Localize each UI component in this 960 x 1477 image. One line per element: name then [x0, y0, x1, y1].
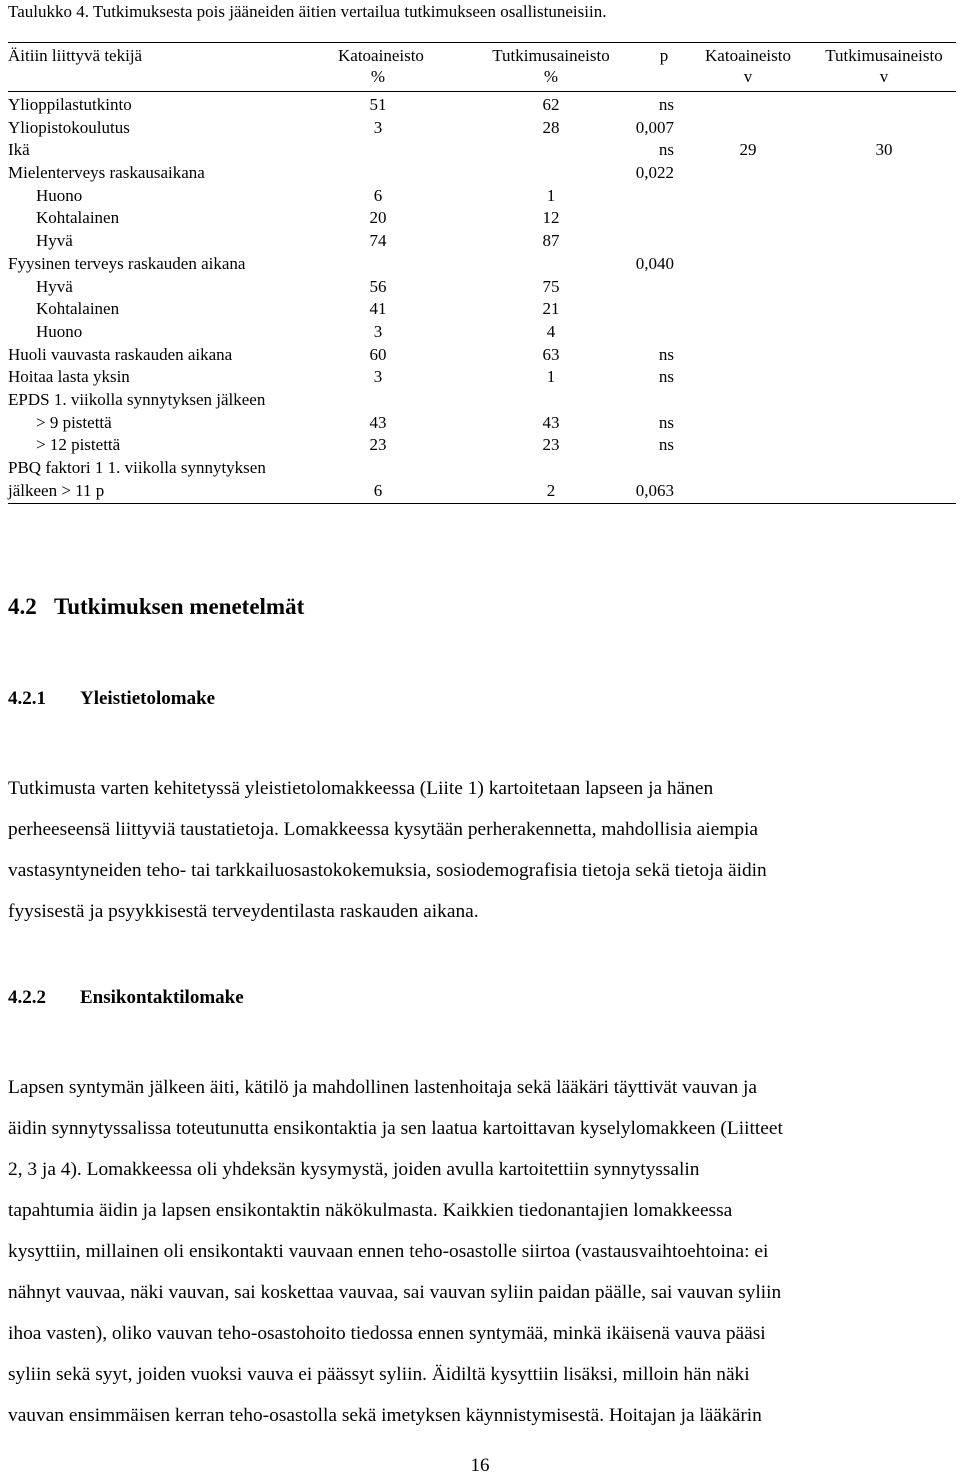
- paragraph-line: ihoa vasten), oliko vauvan teho-osastohoito tiedossa ennen syntymää, minkä ikäisenä vauva pääsi: [8, 1323, 766, 1344]
- cell-p-value: 0,063: [635, 480, 674, 500]
- cell-study-percent: 21: [542, 299, 560, 319]
- subsection-1-paragraph: [8, 768, 958, 932]
- cell-study-percent: 12: [542, 208, 560, 228]
- section-heading: [8, 594, 304, 620]
- cell-p-value: ns: [658, 140, 674, 160]
- table-bottom-rule: [8, 503, 956, 504]
- cell-factor: Huoli vauvasta raskauden aikana: [8, 344, 233, 364]
- header-dropout-percent: Katoaineisto %: [338, 46, 424, 86]
- cell-study-percent: 62: [542, 95, 560, 114]
- cell-factor: jälkeen > 11 p: [8, 480, 105, 500]
- table-row: [8, 230, 956, 253]
- header-p-value: p: [659, 46, 669, 65]
- cell-study-percent: 4: [546, 321, 556, 341]
- subsection-2-title: Ensikontaktilomake: [80, 987, 244, 1008]
- cell-study-years: 30: [875, 140, 893, 160]
- cell-factor: Huono: [36, 185, 83, 205]
- cell-dropout-percent: 6: [373, 185, 383, 205]
- cell-study-percent: 2: [546, 480, 556, 500]
- cell-factor: > 9 pistettä: [36, 412, 112, 432]
- subsection-1-title: Yleistietolomake: [80, 688, 216, 709]
- cell-dropout-percent: 3: [373, 367, 383, 387]
- section-number: 4.2: [8, 594, 37, 619]
- cell-dropout-percent: 41: [369, 299, 387, 319]
- paragraph-line: vastasyntyneiden teho- tai tarkkailuosastokokemuksia, sosiodemografisia tietoja sekä tietoja äidin: [8, 860, 767, 881]
- cell-study-percent: 87: [542, 231, 560, 251]
- cell-factor: Hyvä: [36, 231, 73, 251]
- cell-dropout-percent: 23: [369, 435, 387, 455]
- cell-p-value: ns: [658, 95, 674, 114]
- table-row: [8, 276, 956, 299]
- cell-factor: Hyvä: [36, 276, 73, 296]
- cell-p-value: ns: [658, 344, 674, 364]
- table-row: [8, 366, 956, 389]
- cell-dropout-percent: 3: [373, 321, 383, 341]
- paragraph-line: nähnyt vauvaa, näki vauvan, sai koskettaa vauvaa, sai vauvan syliin paidan päälle, sai vauvan syliin: [8, 1282, 782, 1303]
- cell-dropout-percent: 20: [369, 208, 387, 228]
- cell-dropout-percent: 60: [369, 344, 387, 364]
- table-caption: Taulukko 4. Tutkimuksesta pois jääneiden äitien vertailua tutkimukseen osallistuneisiin.: [8, 2, 607, 21]
- cell-study-percent: 63: [542, 344, 560, 364]
- table-row: [8, 139, 956, 162]
- cell-factor: Kohtalainen: [36, 208, 120, 228]
- cell-factor: Yliopistokoulutus: [8, 117, 130, 137]
- cell-factor: Fyysinen terveys raskauden aikana: [8, 253, 246, 273]
- paragraph-line: kysyttiin, millainen oli ensikontakti vauvaan ennen teho-osastolle siirtoa (vastausvaihtoehtoina: ei: [8, 1241, 769, 1262]
- paragraph-line: vauvan ensimmäisen kerran teho-osastolla sekä imetyksen käynnistymisestä. Hoitajan ja lääkärin: [8, 1405, 762, 1426]
- comparison-table: [8, 42, 956, 504]
- header-factor: Äitiin liittyvä tekijä: [8, 46, 143, 65]
- table-row: [8, 94, 956, 117]
- page-number: 16: [470, 1455, 490, 1476]
- paragraph-line: äidin synnytyssalissa toteutunutta ensikontaktia ja sen laatua kartoittavan kyselylomakkeen (Liitteet: [8, 1118, 783, 1139]
- header-study-percent: Tutkimusaineisto %: [492, 46, 610, 86]
- cell-dropout-years: 29: [739, 140, 757, 160]
- table-header: [8, 43, 956, 91]
- subsection-2-number: 4.2.2: [8, 987, 46, 1008]
- paragraph-line: syliin sekä syyt, joiden vuoksi vauva ei päässyt syliin. Äidiltä kysyttiin lisäksi, milloin hän näki: [8, 1364, 750, 1385]
- cell-factor: > 12 pistettä: [36, 435, 121, 455]
- subsection-2-paragraph: [8, 1067, 958, 1436]
- table-row: [8, 253, 956, 276]
- table-row: [8, 344, 956, 367]
- cell-factor: Mielenterveys raskausaikana: [8, 163, 205, 183]
- cell-factor: EPDS 1. viikolla synnytyksen jälkeen: [8, 389, 266, 409]
- section-title: Tutkimuksen menetelmät: [54, 594, 305, 619]
- cell-study-percent: 28: [542, 117, 560, 137]
- paragraph-line: Tutkimusta varten kehitetyssä yleistietolomakkeessa (Liite 1) kartoitetaan lapseen ja hänen: [8, 778, 714, 799]
- table-row: [8, 321, 956, 344]
- subsection-2-heading: [8, 987, 244, 1009]
- table-row: [8, 389, 956, 412]
- cell-p-value: ns: [658, 412, 674, 432]
- cell-study-percent: 75: [542, 276, 560, 296]
- cell-p-value: ns: [658, 435, 674, 455]
- subsection-1-heading: [8, 688, 215, 710]
- cell-dropout-percent: 43: [369, 412, 387, 432]
- cell-dropout-percent: 3: [373, 117, 383, 137]
- cell-study-percent: 1: [546, 185, 556, 205]
- paragraph-line: Lapsen syntymän jälkeen äiti, kätilö ja mahdollinen lastenhoitaja sekä lääkäri täyttivät vauvan ja: [8, 1077, 757, 1098]
- paragraph-line: 2, 3 ja 4). Lomakkeessa oli yhdeksän kysymystä, joiden avulla kartoitettiin synnytyssalin: [8, 1159, 700, 1180]
- cell-dropout-percent: 74: [369, 231, 387, 251]
- table-row: [8, 480, 956, 503]
- paragraph-line: tapahtumia äidin ja lapsen ensikontaktin näkökulmasta. Kaikkien tiedonantajien lomakkeessa: [8, 1200, 733, 1221]
- table-row: [8, 185, 956, 208]
- table-row: [8, 434, 956, 457]
- cell-factor: Ikä: [8, 140, 30, 160]
- cell-factor: PBQ faktori 1 1. viikolla synnytyksen: [8, 458, 266, 477]
- cell-p-value: ns: [658, 367, 674, 387]
- header-dropout-years: Katoaineisto v: [705, 46, 791, 86]
- table-row: [8, 412, 956, 435]
- cell-p-value: 0,007: [635, 117, 674, 137]
- cell-p-value: 0,040: [635, 253, 674, 273]
- cell-study-percent: 43: [542, 412, 560, 432]
- table-row: [8, 298, 956, 321]
- cell-factor: Hoitaa lasta yksin: [8, 367, 130, 387]
- table-row: [8, 207, 956, 230]
- cell-p-value: 0,022: [635, 163, 674, 183]
- cell-factor: Huono: [36, 321, 83, 341]
- cell-study-percent: 23: [542, 435, 560, 455]
- table-body: [8, 92, 956, 502]
- cell-factor: Kohtalainen: [36, 299, 120, 319]
- paragraph-line: fyysisestä ja psyykkisestä terveydentilasta raskauden aikana.: [8, 901, 479, 922]
- cell-dropout-percent: 6: [373, 480, 383, 500]
- cell-factor: Ylioppilastutkinto: [8, 95, 132, 114]
- table-row: [8, 457, 956, 480]
- header-study-years: Tutkimusaineisto v: [825, 46, 943, 86]
- subsection-1-number: 4.2.1: [8, 688, 46, 709]
- cell-dropout-percent: 51: [369, 95, 387, 114]
- cell-dropout-percent: 56: [369, 276, 387, 296]
- cell-study-percent: 1: [546, 367, 556, 387]
- table-row: [8, 117, 956, 140]
- paragraph-line: perheeseensä liittyviä taustatietoja. Lomakkeessa kysytään perherakennetta, mahdollisia aiempia: [8, 819, 759, 840]
- table-row: [8, 162, 956, 185]
